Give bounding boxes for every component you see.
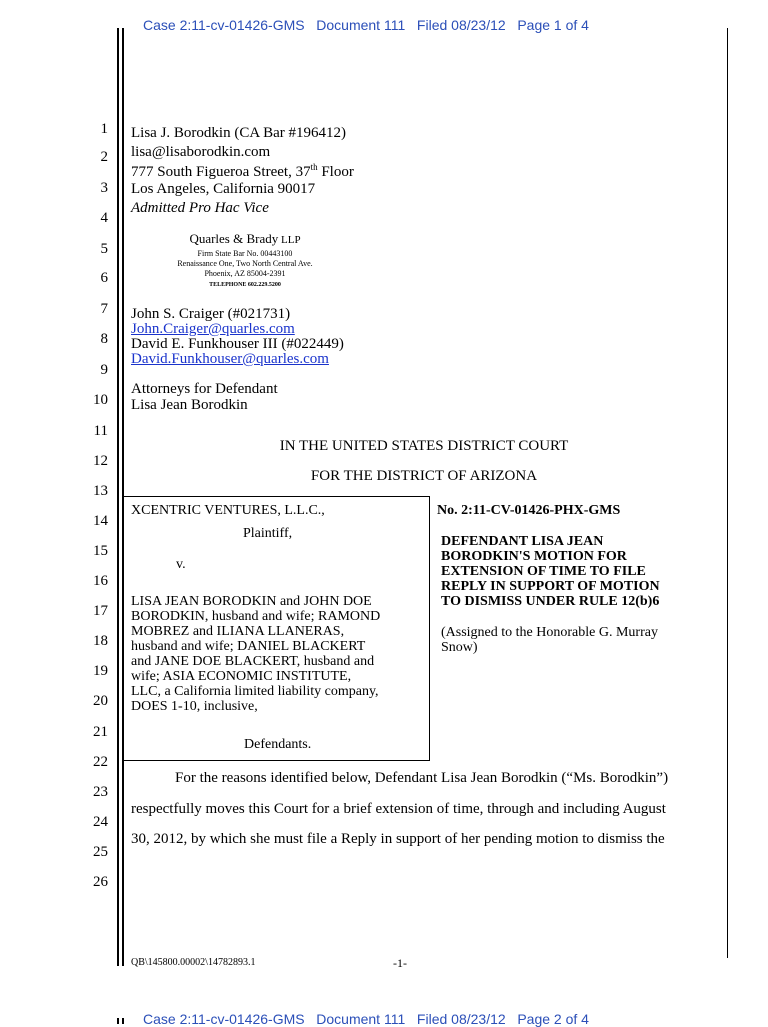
- line-number: 10: [93, 392, 108, 408]
- next-page-header: [143, 1011, 589, 1027]
- line-number: 7: [100, 301, 108, 317]
- line-number: 14: [93, 513, 108, 529]
- defendant-line: wife; ASIA ECONOMIC INSTITUTE,: [131, 669, 352, 684]
- plaintiff-label: Plaintiff,: [243, 526, 293, 541]
- assigned-line: (Assigned to the Honorable G. Murray: [441, 625, 658, 640]
- body-line-1: For the reasons identified below, Defendant Lisa Jean Borodkin (“Ms. Borodkin”): [175, 770, 669, 786]
- attorney-email: lisa@lisaborodkin.com: [131, 144, 271, 160]
- attorney-address: [131, 162, 354, 181]
- firm-telephone: TELEPHONE 602.229.5200: [209, 282, 281, 288]
- defendant-line: LISA JEAN BORODKIN and JOHN DOE: [131, 594, 372, 609]
- line-number: 13: [93, 483, 108, 499]
- funkhouser-email-link[interactable]: David.Funkhouser@quarles.com: [131, 351, 329, 367]
- firm-city: Phoenix, AZ 85004-2391: [204, 269, 286, 278]
- right-margin-rule: [727, 28, 728, 958]
- line-number: 1: [100, 121, 108, 137]
- line-number: 24: [93, 814, 108, 830]
- defendant-line: husband and wife; DANIEL BLACKERT: [131, 639, 366, 654]
- next-page-left-rule-inner: [122, 1018, 124, 1024]
- motion-title-line: BORODKIN'S MOTION FOR: [441, 549, 627, 564]
- assigned-line: Snow): [441, 640, 478, 655]
- line-number: 5: [100, 241, 108, 257]
- craiger-email-link[interactable]: John.Craiger@quarles.com: [131, 321, 295, 337]
- court-name: IN THE UNITED STATES DISTRICT COURT: [279, 438, 569, 454]
- line-number: 4: [100, 210, 108, 226]
- line-number: 17: [93, 603, 108, 619]
- body-line-2: respectfully moves this Court for a brief extension of time, through and including August: [131, 801, 666, 817]
- address-floor: Floor: [317, 164, 354, 180]
- left-margin-rule-outer: [117, 28, 119, 966]
- line-number: 9: [100, 362, 108, 378]
- body-line-3: 30, 2012, by which she must file a Reply in support of her pending motion to dismiss the: [131, 831, 665, 847]
- line-number: 2: [100, 149, 108, 165]
- court-district: FOR THE DISTRICT OF ARIZONA: [310, 468, 538, 484]
- firm-street: Renaissance One, Two North Central Ave.: [177, 259, 313, 268]
- line-number: 15: [93, 543, 108, 559]
- next-header-case-number: Case 2:11-cv-01426-GMS: [143, 1011, 305, 1027]
- line-number: 25: [93, 844, 108, 860]
- defendant-line: and JANE DOE BLACKERT, husband and: [131, 654, 375, 669]
- line-number: 22: [93, 754, 108, 770]
- defendant-line: MOBREZ and ILIANA LLANERAS,: [131, 624, 345, 639]
- versus: v.: [176, 557, 186, 572]
- plaintiff-name: XCENTRIC VENTURES, L.L.C.,: [131, 503, 325, 518]
- header-case-number: Case 2:11-cv-01426-GMS: [143, 17, 305, 33]
- next-page-left-rule: [117, 1018, 119, 1024]
- case-number: No. 2:11-CV-01426-PHX-GMS: [437, 503, 621, 518]
- firm-name-text: Quarles & Brady: [189, 231, 279, 246]
- firm-bar-number: Firm State Bar No. 00443100: [197, 249, 293, 258]
- header-page: Page 1 of 4: [517, 17, 589, 33]
- line-number: 23: [93, 784, 108, 800]
- case-header: [143, 17, 589, 33]
- line-number: 11: [93, 423, 108, 439]
- defendants-list: [131, 594, 380, 714]
- line-number: 6: [100, 270, 108, 286]
- line-number: 18: [93, 633, 108, 649]
- assigned-judge: [441, 625, 731, 655]
- counsel-craiger: John S. Craiger (#021731): [131, 306, 291, 322]
- defendants-label: Defendants.: [244, 737, 312, 752]
- firm-suffix: LLP: [278, 234, 301, 246]
- firm-name: [115, 231, 375, 247]
- motion-title-line: DEFENDANT LISA JEAN: [441, 534, 604, 549]
- motion-title-line: TO DISMISS UNDER RULE 12(b)6: [441, 594, 660, 609]
- footer-page-number: -1-: [393, 956, 407, 970]
- line-number: 3: [100, 180, 108, 196]
- line-number: 19: [93, 663, 108, 679]
- line-number: 16: [93, 573, 108, 589]
- defendant-line: DOES 1-10, inclusive,: [131, 699, 258, 714]
- next-header-filed-date: Filed 08/23/12: [416, 1011, 506, 1027]
- line-number: 20: [93, 693, 108, 709]
- attorneys-for: Attorneys for Defendant: [131, 381, 278, 397]
- line-number: 12: [93, 453, 108, 469]
- attorney-name: Lisa J. Borodkin (CA Bar #196412): [131, 125, 346, 141]
- motion-title-line: REPLY IN SUPPORT OF MOTION: [441, 579, 660, 594]
- client-name: Lisa Jean Borodkin: [131, 397, 248, 413]
- counsel-funkhouser: David E. Funkhouser III (#022449): [131, 336, 344, 352]
- header-filed-date: Filed 08/23/12: [416, 17, 506, 33]
- footer-doc-id: QB\145800.00002\14782893.1: [131, 957, 256, 968]
- next-header-document: Document 111: [316, 1011, 406, 1027]
- defendant-line: BORODKIN, husband and wife; RAMOND: [131, 609, 381, 624]
- line-number: 21: [93, 724, 108, 740]
- line-number: 8: [100, 331, 108, 347]
- defendant-line: LLC, a California limited liability company,: [131, 684, 379, 699]
- address-street: 777 South Figueroa Street, 37: [131, 164, 311, 180]
- attorney-city: Los Angeles, California 90017: [131, 181, 316, 197]
- next-header-page: Page 2 of 4: [517, 1011, 589, 1027]
- line-number: 26: [93, 874, 108, 890]
- motion-title: [441, 534, 731, 609]
- address-ordinal-suffix: th: [310, 162, 318, 172]
- motion-title-line: EXTENSION OF TIME TO FILE: [441, 564, 646, 579]
- header-document: Document 111: [316, 17, 406, 33]
- attorney-admission: Admitted Pro Hac Vice: [131, 200, 269, 216]
